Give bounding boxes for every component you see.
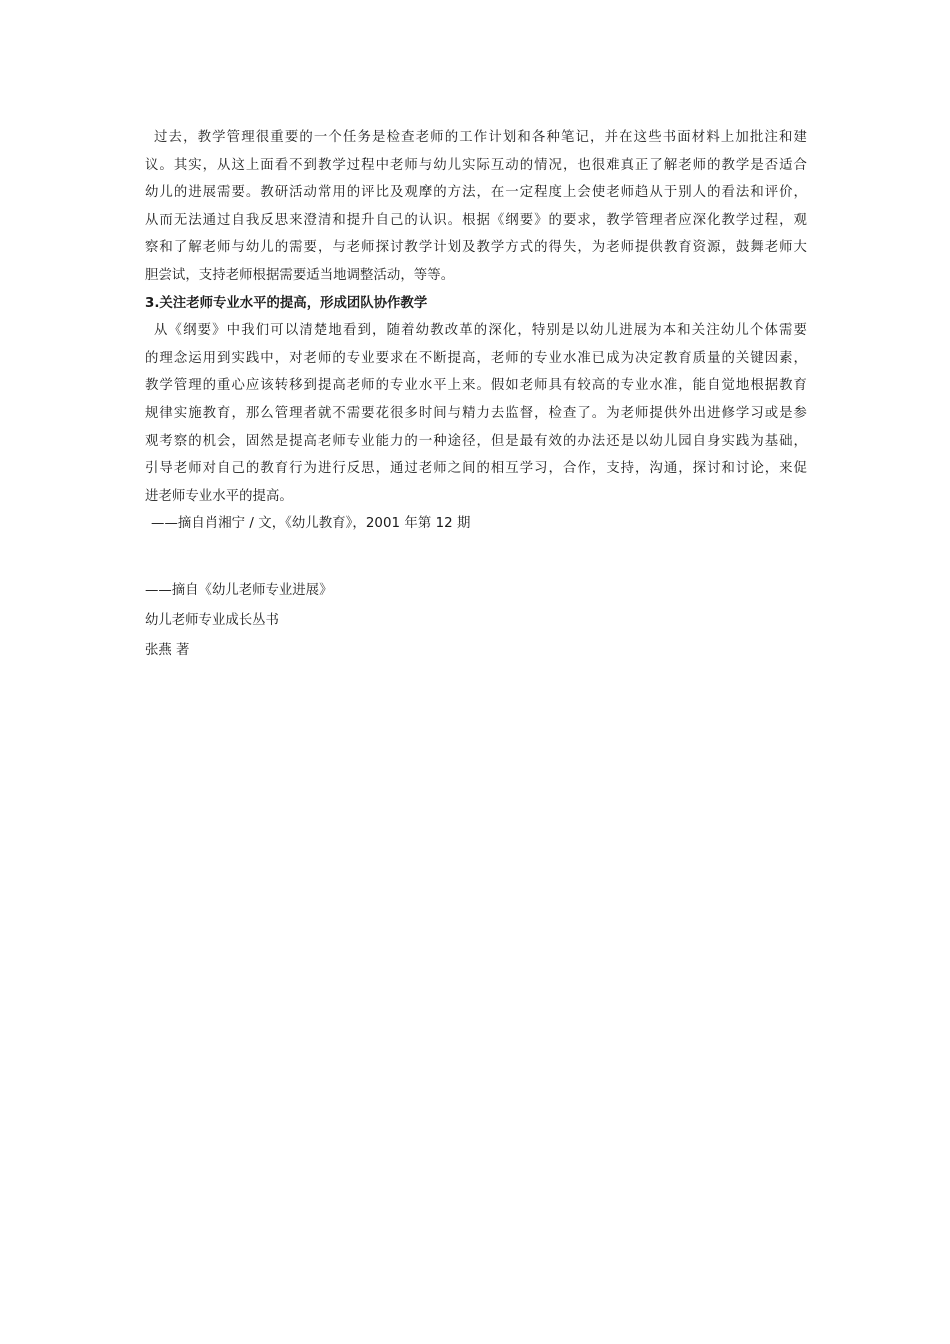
paragraph-line: 引导老师对自己的教育行为进行反思，通过老师之间的相互学习，合作，支持，沟通，探讨和讨论，来促: [145, 461, 807, 477]
paragraph-line: 进老师专业水平的提高。: [145, 488, 293, 504]
paragraph-line: 从而无法通过自我反思来澄清和提升自己的认识。根据《纲要》的要求，教学管理者应深化教学过程，观: [145, 212, 807, 228]
section3-paragraph: [145, 317, 807, 538]
paragraph-line: 过去，教学管理很重要的一个任务是检查老师的工作计划和各种笔记，并在这些书面材料上加批注和建: [154, 130, 807, 145]
paragraph-line: 胆尝试，支持老师根据需要适当地调整活动，等等。: [145, 267, 455, 283]
author-credit: 张燕 著: [145, 642, 190, 658]
section-heading: 3.关注老师专业水平的提高，形成团队协作教学: [145, 295, 428, 311]
intro-paragraph: [145, 124, 807, 290]
paragraph-line: 幼儿的进展需要。教研活动常用的评比及观摩的方法，在一定程度上会使老师趋从于别人的看法和评价，: [145, 185, 807, 201]
paragraph-line: 议。其实，从这上面看不到教学过程中老师与幼儿实际互动的情况，也很难真正了解老师的教学是否适合: [145, 157, 807, 173]
paragraph-line: 从《纲要》中我们可以清楚地看到，随着幼教改革的深化，特别是以幼儿进展为本和关注幼儿个体需要: [154, 323, 807, 339]
paragraph-line: 教学管理的重心应该转移到提高老师的专业水平上来。假如老师具有较高的专业水准，能自觉地根据教育: [145, 378, 807, 394]
paragraph-line: 规律实施教育，那么管理者就不需要花很多时间与精力去监督，检查了。为老师提供外出进修学习或是参: [145, 405, 807, 421]
book-credits: [145, 576, 807, 666]
document-body: [145, 124, 807, 666]
paragraph-line: 的理念运用到实践中，对老师的专业要求在不断提高，老师的专业水准已成为决定教育质量的关键因素，: [145, 350, 807, 366]
paragraph-line: 观考察的机会，固然是提高老师专业能力的一种途径，但是最有效的办法还是以幼儿园自身实践为基础，: [145, 433, 807, 449]
paragraph-line: 察和了解老师与幼儿的需要，与老师探讨教学计划及教学方式的得失，为老师提供教育资源，鼓舞老师大: [145, 240, 807, 256]
book-series: 幼儿老师专业成长丛书: [145, 612, 279, 628]
excerpt-credit: ——摘自《幼儿老师专业进展》: [145, 582, 333, 598]
citation-source: ——摘自肖湘宁 / 文，《幼儿教育》，2001 年第 12 期: [151, 516, 471, 532]
